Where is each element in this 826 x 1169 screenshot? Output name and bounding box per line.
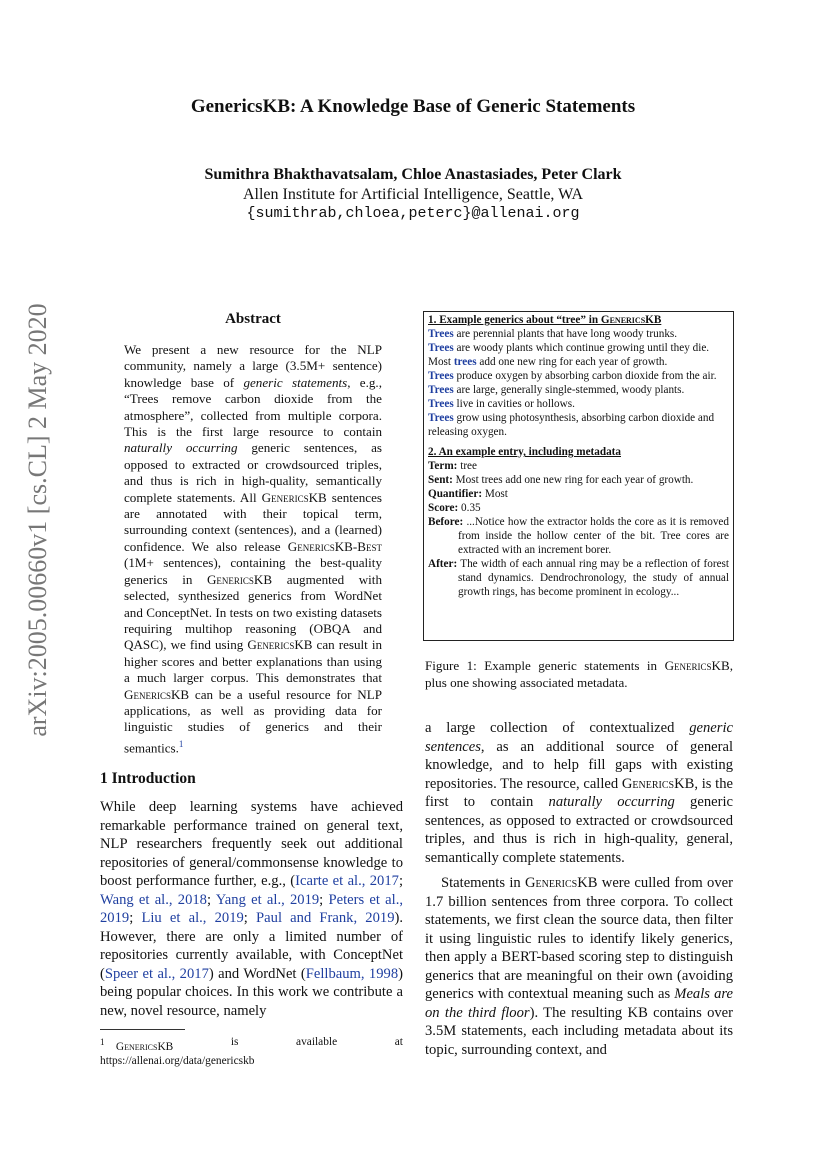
footnote-rule [100,1029,185,1030]
citation-link[interactable]: Peters et al., 2019 [100,891,404,926]
meta-after: After: The width of each annual ring may be a reflection of forest stand dynamics. Dendrochronology, the study of annual growth rings, has become prominent in ecology... [428,558,729,598]
author-list: Sumithra Bhakthavatsalam, Chloe Anastasiades, Peter Clark [204,166,622,183]
citation-link[interactable]: Speer et al., 2017 [104,965,209,982]
section-heading-introduction: 1 Introduction [100,770,196,787]
footnote: $^1$ GenericsKB is available at https://allenai.org/data/genericskb [100,1036,403,1067]
citation-link[interactable]: Icarte et al., 2017 [295,873,399,889]
footnote-ref[interactable]: 1 [178,738,184,749]
meta-term: Term: tree [428,460,477,472]
generic-statement: Trees are woody plants which continue growing until they die. [428,342,710,354]
abstract-text: We present a new resource for the NLP community, namely a large (3.5M+ sentence) knowledge base of generic statements, e.g., “Trees remove carbon dioxide from the atmosphere”, collected from multiple corpora. This is the first large resource to contain naturally occurring generic sentences, as opposed to extracted or crowdsourced triples, and thus is rich in high-quality, semantically complete statements. All GenericsKB sentences are annotated with their topical term, surrounding context (sentences), and a (learned) confidence. We also release GenericsKB-Best (1M+ sentences), containing the best-quality generics in GenericsKB augmented with selected, synthesized generics from WordNet and ConceptNet. In tests on two existing datasets requiring multihop reasoning (OBQA and QASC), we find using GenericsKB can result in higher scores and better explanations than using a much larger corpus. This demonstrates that GenericsKB can be a useful resource for NLP applications, as well as providing data for linguistic studies of generics and their semantics.$^1$ [124,342,383,756]
author-emails: {sumithrab,chloea,peterc}@allenai.org [246,205,580,222]
arxiv-stamp: arXiv:2005.00660v1 [cs.CL] 2 May 2020 [23,303,52,737]
meta-score: Score: 0.35 [428,502,481,514]
citation-link[interactable]: Wang et al., 2018 [100,891,207,908]
affiliation: Allen Institute for Artificial Intelligence, Seattle, WA [242,186,584,203]
paragraph: a large collection of contextualized generic sentences, as an additional source of general knowledge, and to help fill gaps with existing repositories. The resource, called GenericsKB, is the first to contain naturally occurring generic sentences, as opposed to extracted or crowdsourced triples, and thus is rich in high-quality, general, semantically complete statements. [425,720,733,866]
generic-statement: Trees are large, generally single-stemmed, woody plants. [428,384,685,396]
right-column-text [425,719,733,1059]
figure-section-2-heading: 2. An example entry, including metadata [428,446,621,458]
meta-before: Before: ...Notice how the extractor holds the core as it is removed from inside the hollow center of the bit. Tree cores are extracted with an increment borer. [428,516,729,556]
figure-1-caption: Figure 1: Example generic statements in GenericsKB, plus one showing associated metadata. [425,658,733,690]
paragraph: Statements in GenericsKB were culled from over 1.7 billion sentences from three corpora. To collect statements, we first clean the source data, then filter it using linguistic rules to identify likely generics, then apply a BERT-based scoring step to distinguish generics that are meaningful on their own (avoiding generics with contextual meaning such as Meals are on the third floor). The resulting KB contains over 3.5M statements, each including metadata about its topic, surrounding context, and [425,875,733,1058]
citation-link[interactable]: Fellbaum, 1998 [305,965,399,982]
citation-link[interactable]: Liu et al., 2019 [141,910,244,926]
generic-statement: Most trees add one new ring for each year of growth. [428,356,668,368]
abstract-heading: Abstract [225,311,281,327]
intro-paragraph: While deep learning systems have achieved remarkable performance trained on general text, NLP researchers frequently seek out additional repositories of general/commonsense knowledge to boost performance further, e.g., (Icarte et al., 2017; Wang et al., 2018; Yang et al., 2019; Peters et al., 2019; Liu et al., 2019; Paul and Frank, 2019). However, there are only a limited number of repositories currently available, with ConceptNet (Speer et al., 2017) and WordNet (Fellbaum, 1998) being popular choices. In this work we contribute a new, novel resource, namely [100,799,404,1019]
paper-title: GenericsKB: A Knowledge Base of Generic Statements [190,96,636,117]
citation-link[interactable]: Yang et al., 2019 [215,891,320,908]
citation-link[interactable]: Paul and Frank, 2019 [256,910,395,926]
generic-statement: Trees produce oxygen by absorbing carbon dioxide from the air. [428,370,717,382]
meta-quantifier: Quantifier: Most [428,488,508,500]
meta-sentence: Sent: Most trees add one new ring for each year of growth. [428,474,694,486]
generic-statement: Trees grow using photosynthesis, absorbing carbon dioxide and releasing oxygen. [428,412,715,438]
figure-section-1-heading: 1. Example generics about “tree” in GenericsKB [428,314,662,326]
generic-statement: Trees are perennial plants that have long woody trunks. [428,328,678,340]
footnote-url[interactable]: https://allenai.org/data/genericskb [100,1054,255,1067]
figure-1-box [423,311,734,641]
generic-statement: Trees live in cavities or hollows. [428,398,575,410]
